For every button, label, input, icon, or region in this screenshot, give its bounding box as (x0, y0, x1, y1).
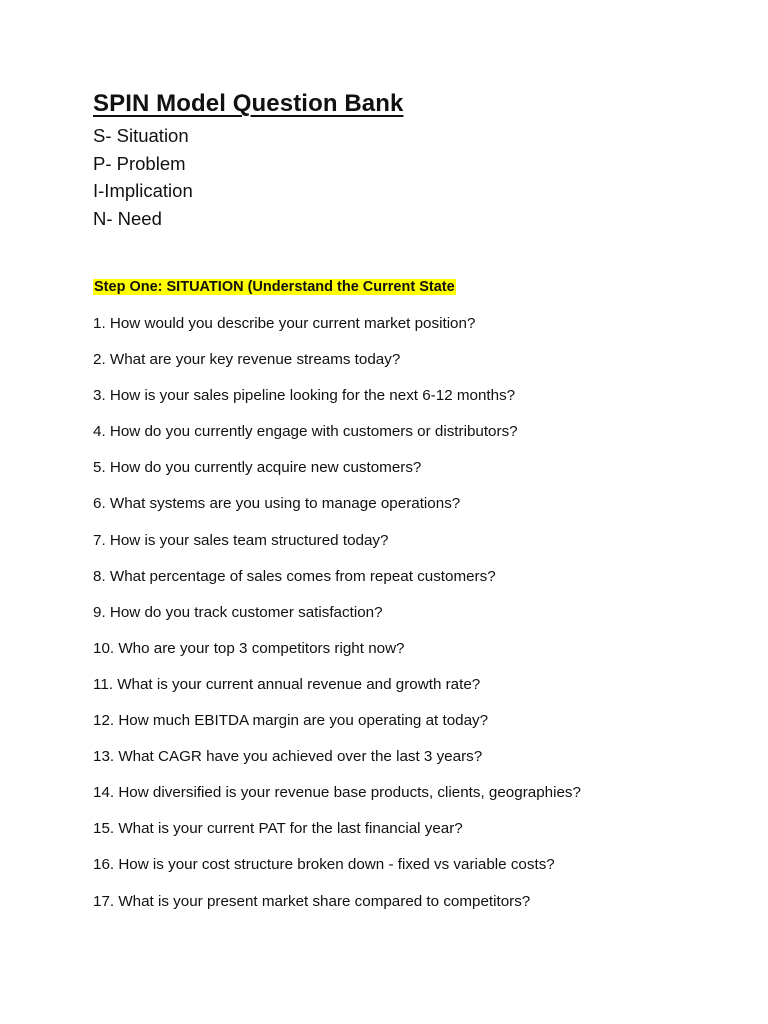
legend-item-problem: P- Problem (93, 152, 186, 174)
question-item: 12. How much EBITDA margin are you operating at today? (93, 712, 489, 730)
question-item: 15. What is your current PAT for the last financial year? (93, 820, 463, 838)
document-title: SPIN Model Question Bank (93, 90, 404, 117)
step-one-heading-text: Step One: SITUATION (Understand the Current State (94, 279, 455, 295)
question-item: 5. How do you currently acquire new customers? (93, 459, 422, 477)
legend-item-implication: I-Implication (93, 180, 193, 201)
step-one-heading (93, 277, 456, 298)
question-item: 8. What percentage of sales comes from repeat customers? (93, 567, 496, 585)
question-item: 6. What systems are you using to manage operations? (93, 495, 461, 513)
spin-legend (93, 122, 193, 232)
question-item: 10. Who are your top 3 competitors right now? (93, 639, 405, 657)
legend-item-situation: S- Situation (93, 125, 189, 146)
question-item: 1. How would you describe your current market position? (93, 315, 476, 332)
question-item: 4. How do you currently engage with customers or distributors? (93, 423, 518, 441)
question-item: 2. What are your key revenue streams today? (93, 351, 401, 369)
question-item: 11. What is your current annual revenue and growth rate? (93, 675, 481, 693)
question-item: 3. How is your sales pipeline looking for the next 6-12 months? (93, 387, 516, 405)
question-item: 16. How is your cost structure broken down - fixed vs variable costs? (93, 856, 555, 874)
situation-question-list (93, 314, 581, 928)
question-item: 14. How diversified is your revenue base products, clients, geographies? (93, 784, 581, 802)
question-item: 9. How do you track customer satisfaction? (93, 603, 383, 621)
legend-item-need: N- Need (93, 207, 162, 229)
question-item: 17. What is your present market share compared to competitors? (93, 892, 531, 910)
question-item: 7. How is your sales team structured today? (93, 531, 389, 549)
question-item: 13. What CAGR have you achieved over the last 3 years? (93, 748, 483, 766)
